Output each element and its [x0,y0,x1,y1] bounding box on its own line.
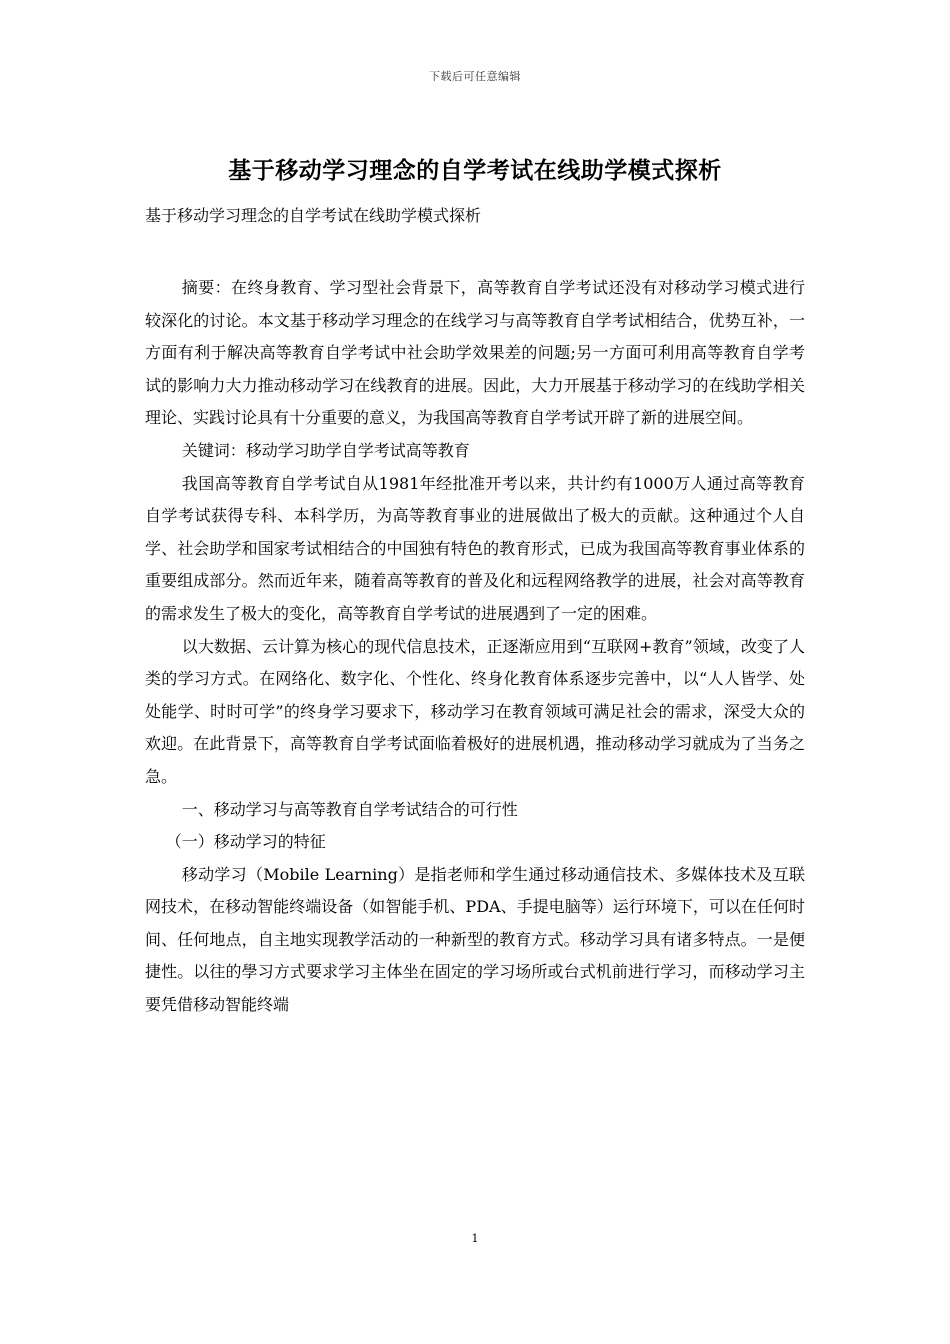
abstract-paragraph: 摘要：在终身教育、学习型社会背景下，高等教育自学考试还没有对移动学习模式进行较深化的讨论。本文基于移动学习理念的在线学习与高等教育自学考试相结合，优势互补，一方面有利于解决高等教育自学考试中社会助学效果差的问题;另一方面可利用高等教育自学考试的影响力大力推动移动学习在线教育的进展。因此，大力开展基于移动学习的在线助学相关理论、实践讨论具有十分重要的意义，为我国高等教育自学考试开辟了新的进展空间。 [145,278,805,428]
header-note: 下载后可任意编辑 [429,70,521,83]
document-title: 基于移动学习理念的自学考试在线助学模式探析 [228,157,722,184]
subsection-heading-1-1: （一）移动学习的特征 [165,832,326,852]
body-paragraph-1: 我国高等教育自学考试自从1981年经批准开考以来，共计约有1000万人通过高等教育自学考试获得专科、本科学历，为高等教育事业的进展做出了极大的贡献。这种通过个人自学、社会助学和国家考试相结合的中国独有特色的教育形式，已成为我国高等教育事业体系的重要组成部分。然而近年来，随着高等教育的普及化和远程网络教学的进展，社会对高等教育的需求发生了极大的变化，高等教育自学考试的进展遇到了一定的困难。 [145,473,805,623]
page-number: 1 [471,1232,479,1245]
body-paragraph-3: 移动学习（Mobile Learning）是指老师和学生通过移动通信技术、多媒体技术及互联网技术，在移动智能终端设备（如智能手机、PDA、手提电脑等）运行环境下，可以在任何时间、任何地点，自主地实现教学活动的一种新型的教育方式。移动学习具有诸多特点。一是便捷性。以往的學习方式要求学习主体坐在固定的学习场所或台式机前进行学习，而移动学习主要凭借移动智能终端 [145,864,805,1015]
body-paragraph-2: 以大数据、云计算为核心的现代信息技术，正逐渐应用到“互联网+教育”领域，改变了人类的学习方式。在网络化、数字化、个性化、终身化教育体系逐步完善中，以“人人皆学、处处能学、时时可学”的终身学习要求下，移动学习在教育领域可满足社会的需求，深受大众的欢迎。在此背景下，高等教育自学考试面临着极好的进展机遇，推动移动学习就成为了当务之急。 [145,636,805,786]
document-subtitle: 基于移动学习理念的自学考试在线助学模式探析 [145,206,482,225]
section-heading-1: 一、移动学习与高等教育自学考试结合的可行性 [181,799,518,819]
document-body [145,272,805,1022]
keywords-paragraph: 关键词：移动学习助学自学考试高等教育 [181,440,470,460]
